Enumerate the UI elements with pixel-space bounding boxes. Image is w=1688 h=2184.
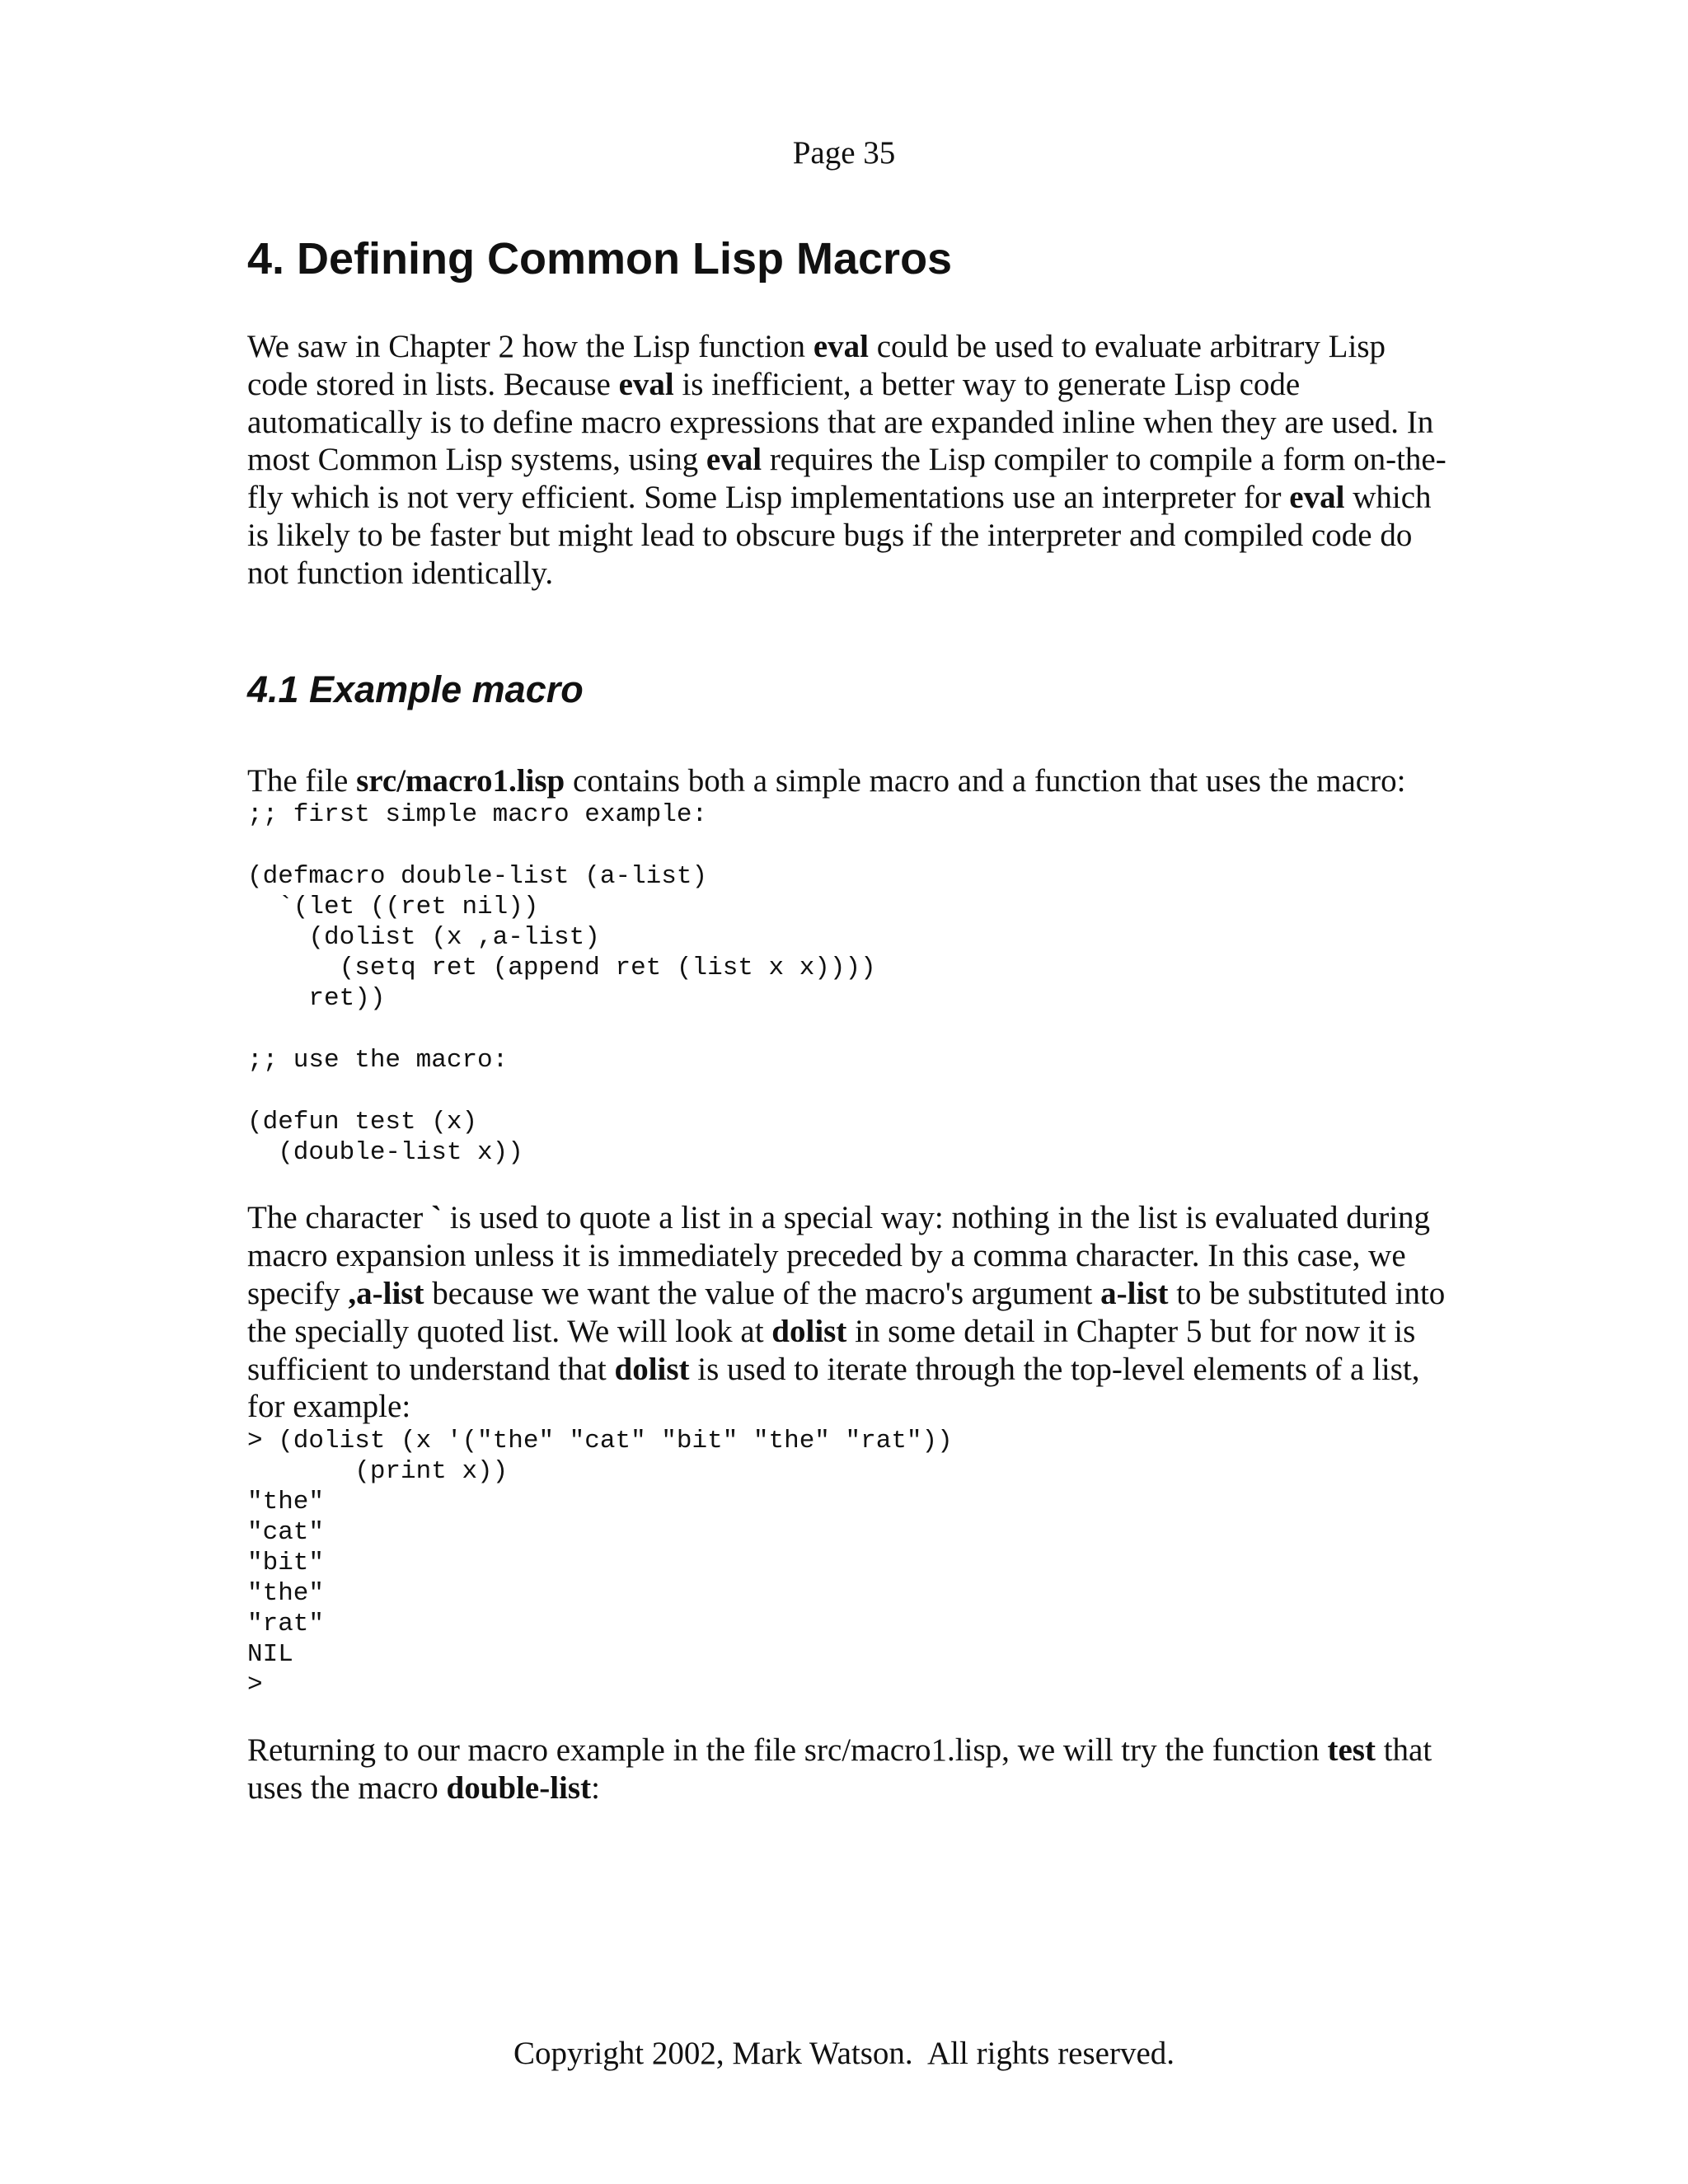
backquote-paragraph: The character ` is used to quote a list in a special way: nothing in the list is evaluated during macro expansion unless it is immediately preceded by a comma character. In this case, we specify ,a-list because we want the value of the macro's argument a-list to be substituted into the specially quoted list. We will look at dolist in some detail in Chapter 5 but for now it is sufficient to understand that dolist is used to iterate through the top-level elements of a list, for example:: [247, 1200, 1446, 1425]
page-content: [247, 232, 1451, 1807]
copyright-footer: Copyright 2002, Mark Watson. All rights reserved.: [513, 2036, 1175, 2071]
file-paragraph: The file src/macro1.lisp contains both a simple macro and a function that uses the macro:: [247, 762, 1406, 799]
code-comment-use-macro: ;; use the macro:: [247, 1046, 509, 1076]
code-dolist-example: > (dolist (x '("the" "cat" "bit" "the" "rat")) (print x)) "the" "cat" "bit" "the" "rat" NIL >: [247, 1427, 953, 1700]
chapter-title: 4. Defining Common Lisp Macros: [247, 234, 953, 284]
intro-paragraph: We saw in Chapter 2 how the Lisp function eval could be used to evaluate arbitrary Lisp code stored in lists. Because eval is inefficient, a better way to generate Lisp code automatically is to define macro expressions that are expanded inline when they are used. In most Common Lisp systems, using eval requires the Lisp compiler to compile a form on-the-fly which is not very efficient. Some Lisp implementations use an interpreter for eval which is likely to be faster but might lead to obscure bugs if the interpreter and compiled code do not function identically.: [247, 329, 1447, 591]
code-defun-test: (defun test (x) (double-list x)): [247, 1108, 523, 1168]
section-title: 4.1 Example macro: [247, 668, 584, 710]
code-defmacro-double-list: (defmacro double-list (a-list) `(let ((ret nil)) (dolist (x ,a-list) (setq ret (append ret (list x x)))) ret)): [247, 862, 876, 1014]
code-comment-first-example: ;; first simple macro example:: [247, 800, 708, 830]
page-number: Page 35: [792, 135, 896, 171]
returning-paragraph: Returning to our macro example in the file src/macro1.lisp, we will try the function test that uses the macro double-list:: [247, 1732, 1432, 1806]
